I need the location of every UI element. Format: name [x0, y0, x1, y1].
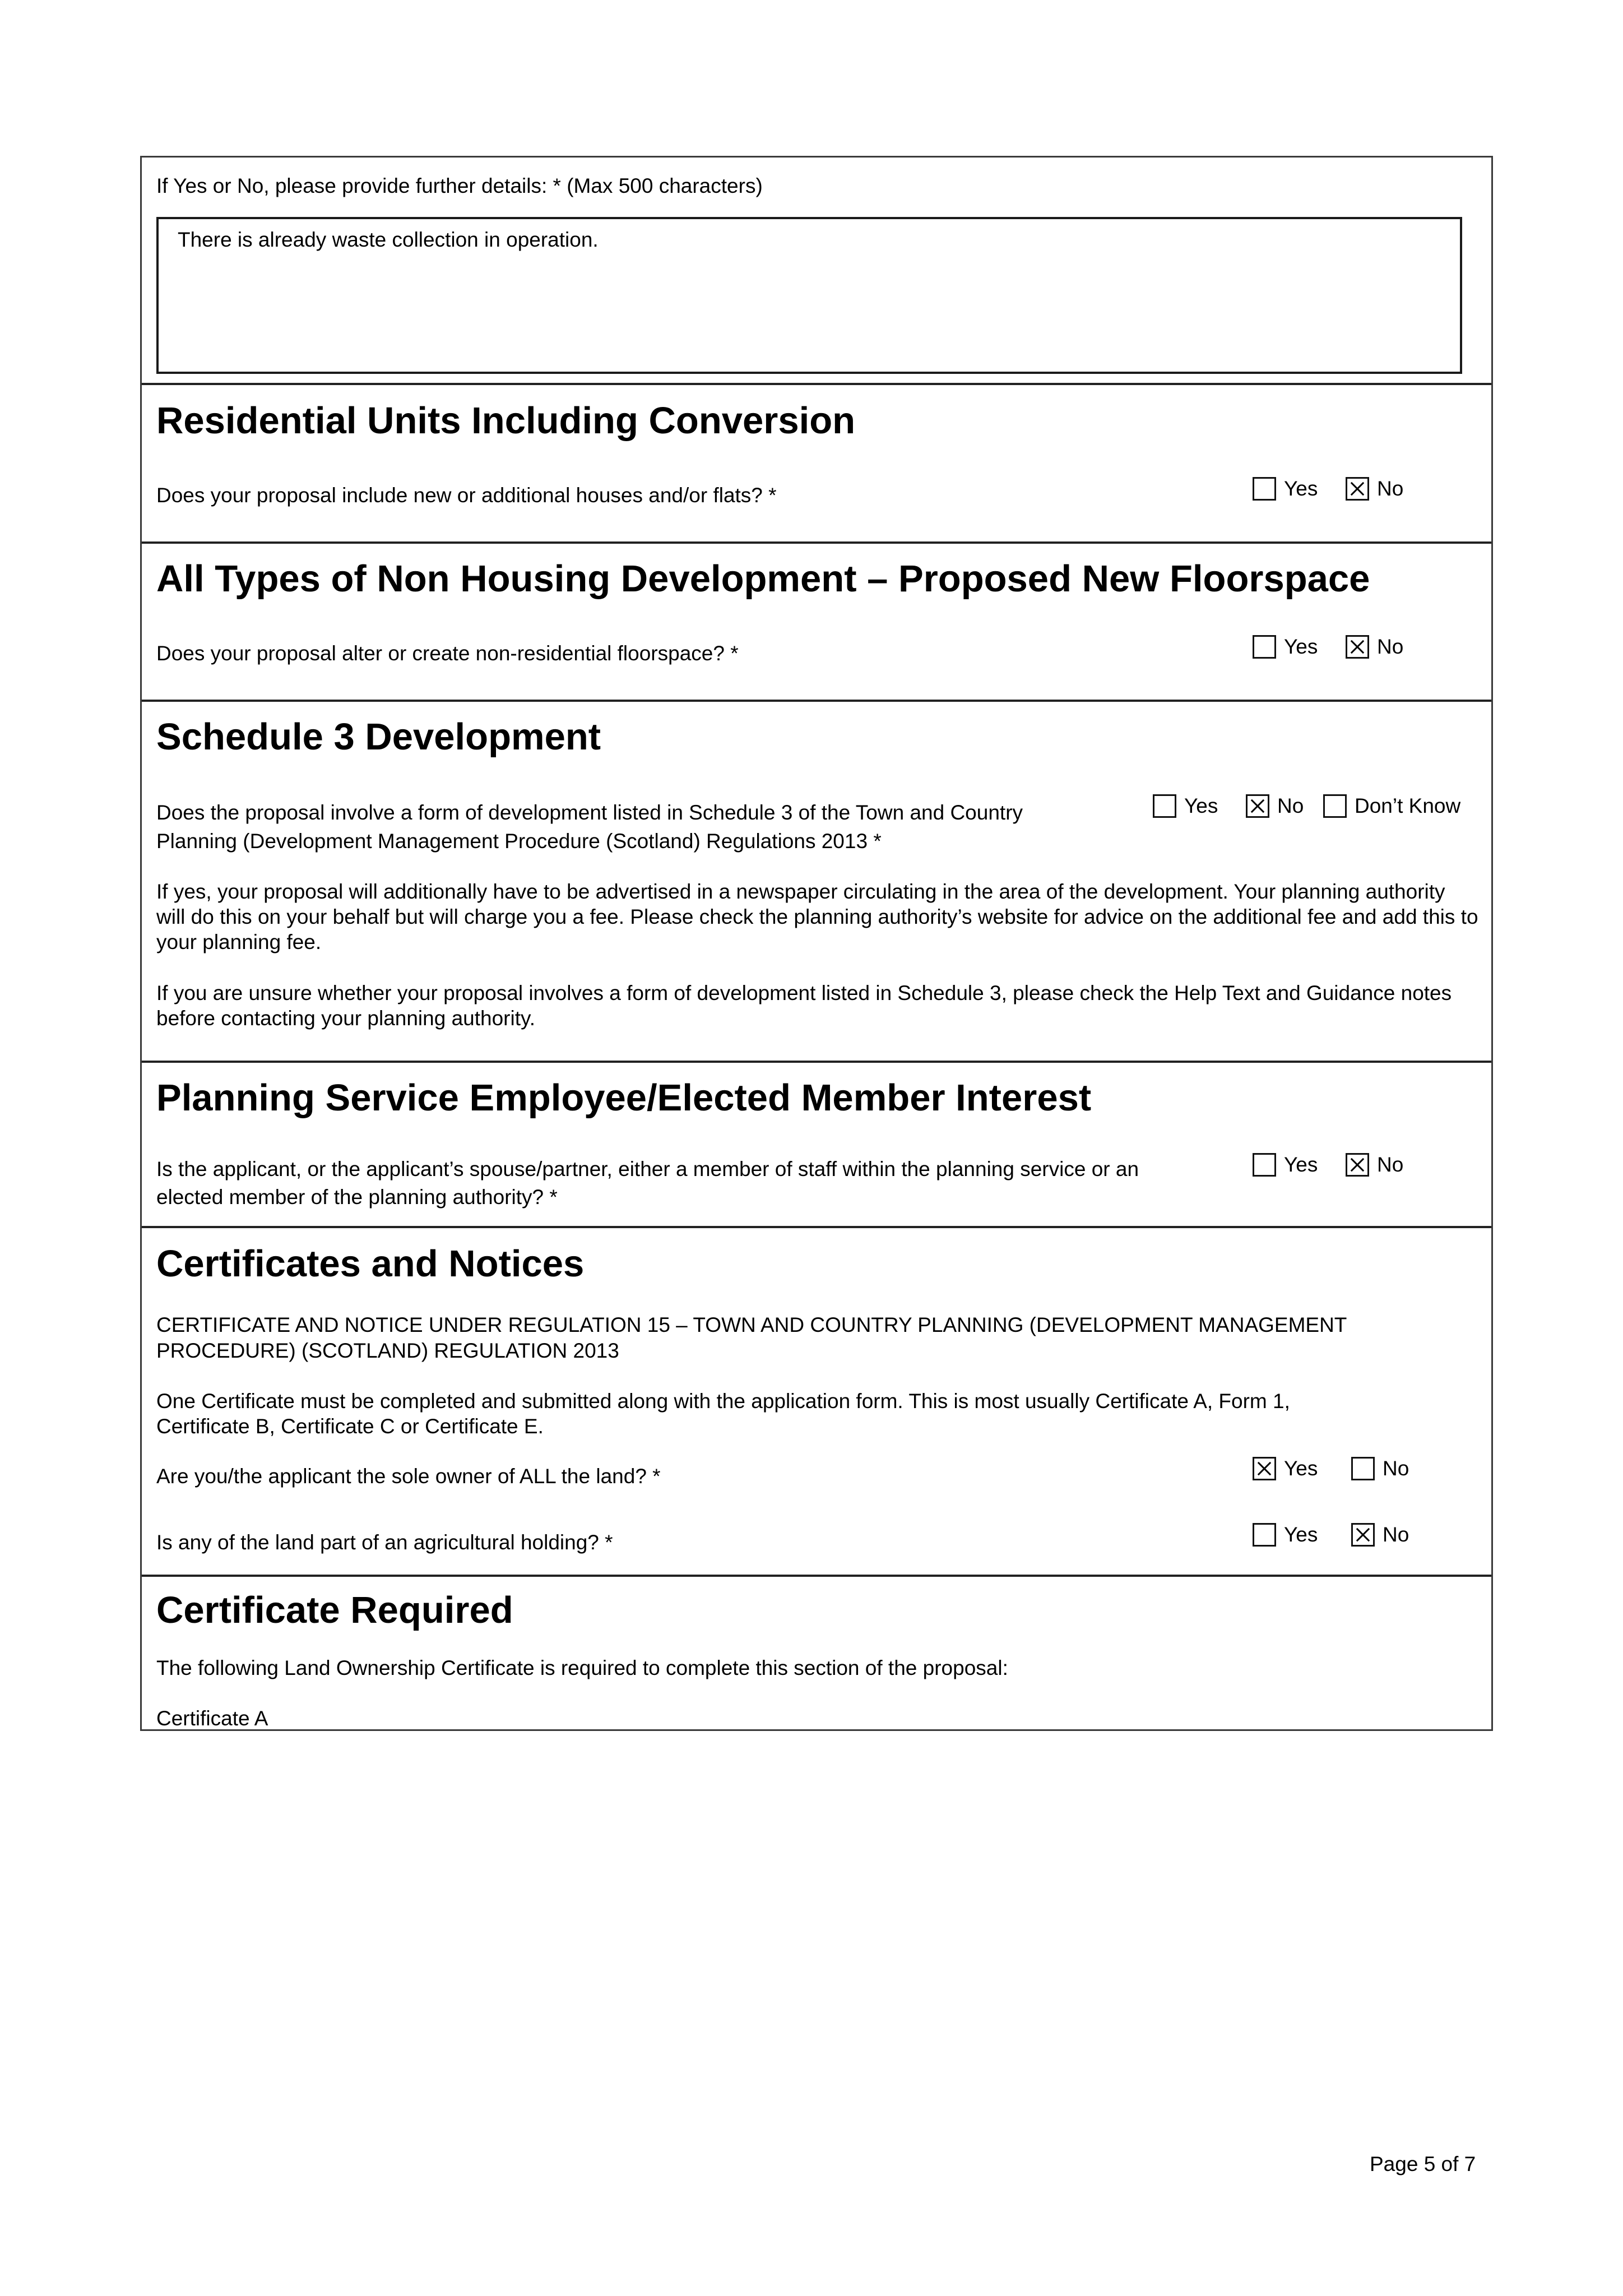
schedule3-dont-know-option[interactable]: [1323, 792, 1460, 820]
residential-no-label: No: [1377, 477, 1404, 500]
interest-no-option[interactable]: [1346, 1151, 1403, 1179]
residential-yes-option[interactable]: [1253, 475, 1318, 503]
section-divider: [142, 541, 1491, 544]
agricultural-no-label: No: [1383, 1523, 1409, 1546]
interest-no-label: No: [1377, 1153, 1404, 1176]
schedule3-note-advertising: If yes, your proposal will additionally have to be advertised in a newspaper circulating in the area of the development. Your planning authority will do this on your behalf but will charge you a fee. Please check the planning authority’s website for advice on the additional fee and add this to your planning fee.: [156, 880, 1478, 953]
certificates-heading: Certificates and Notices: [156, 1243, 585, 1285]
non-housing-no-option[interactable]: [1346, 633, 1403, 661]
agricultural-yes-checkbox[interactable]: [1253, 1523, 1276, 1547]
page-number: Page 5 of 7: [1370, 2152, 1476, 2175]
interest-yes-checkbox[interactable]: [1253, 1153, 1276, 1177]
non-housing-yes-option[interactable]: [1253, 633, 1318, 661]
residential-yes-label: Yes: [1284, 477, 1318, 500]
certificate-required-value: Certificate A: [156, 1707, 268, 1730]
schedule3-yes-option[interactable]: [1153, 792, 1218, 820]
section-divider: [142, 1226, 1491, 1228]
agricultural-yes-label: Yes: [1284, 1523, 1318, 1546]
sole-owner-question: Are you/the applicant the sole owner of ALL the land? *: [156, 1465, 661, 1488]
sole-owner-yes-option[interactable]: [1253, 1455, 1318, 1483]
certificates-instruction-line2: Certificate B, Certificate C or Certificate E.: [156, 1415, 544, 1438]
agricultural-no-option[interactable]: [1351, 1521, 1409, 1549]
non-housing-no-label: No: [1377, 635, 1404, 658]
schedule3-no-checkbox[interactable]: [1246, 794, 1269, 818]
details-label: If Yes or No, please provide further details: * (Max 500 characters): [156, 174, 763, 197]
schedule3-no-option[interactable]: [1246, 792, 1304, 820]
agricultural-question: Is any of the land part of an agricultural holding? *: [156, 1531, 613, 1554]
residential-yes-checkbox[interactable]: [1253, 477, 1276, 501]
sole-owner-yes-label: Yes: [1284, 1457, 1318, 1480]
schedule3-dont-know-label: Don’t Know: [1355, 794, 1461, 817]
residential-no-option[interactable]: [1346, 475, 1403, 503]
residential-no-checkbox[interactable]: [1346, 477, 1369, 501]
agricultural-no-checkbox[interactable]: [1351, 1523, 1375, 1547]
schedule3-note-guidance: If you are unsure whether your proposal involves a form of development listed in Schedule 3, please check the Help Text and Guidance notes before contacting your planning authority.: [156, 982, 1452, 1030]
sole-owner-no-option[interactable]: [1351, 1455, 1409, 1483]
schedule3-question-line2: Planning (Development Management Procedure (Scotland) Regulations 2013 *: [156, 830, 882, 853]
schedule3-yes-label: Yes: [1184, 794, 1218, 817]
agricultural-yes-option[interactable]: [1253, 1521, 1318, 1549]
certificates-regulation-line2: PROCEDURE) (SCOTLAND) REGULATION 2013: [156, 1339, 619, 1362]
non-housing-yes-checkbox[interactable]: [1253, 635, 1276, 659]
schedule3-dont-know-checkbox[interactable]: [1323, 794, 1347, 818]
section-divider: [142, 700, 1491, 702]
sole-owner-no-checkbox[interactable]: [1351, 1457, 1375, 1480]
sole-owner-yes-checkbox[interactable]: [1253, 1457, 1276, 1480]
certificate-required-text: The following Land Ownership Certificate is required to complete this section of the proposal:: [156, 1656, 1008, 1679]
residential-question: Does your proposal include new or additional houses and/or flats? *: [156, 484, 777, 507]
certificate-required-heading: Certificate Required: [156, 1589, 513, 1631]
section-divider: [142, 1061, 1491, 1063]
interest-question-line2: elected member of the planning authority? *: [156, 1186, 558, 1209]
residential-heading: Residential Units Including Conversion: [156, 400, 856, 442]
details-textarea[interactable]: [156, 217, 1462, 374]
interest-yes-label: Yes: [1284, 1153, 1318, 1176]
non-housing-no-checkbox[interactable]: [1346, 635, 1369, 659]
schedule3-yes-checkbox[interactable]: [1153, 794, 1176, 818]
interest-heading: Planning Service Employee/Elected Member Interest: [156, 1077, 1092, 1119]
schedule3-question-line1: Does the proposal involve a form of development listed in Schedule 3 of the Town and Country: [156, 801, 1023, 824]
application-form: [140, 156, 1493, 1731]
certificates-regulation-line1: CERTIFICATE AND NOTICE UNDER REGULATION 15 – TOWN AND COUNTRY PLANNING (DEVELOPMENT MANAGEMENT: [156, 1313, 1347, 1336]
non-housing-question: Does your proposal alter or create non-residential floorspace? *: [156, 642, 739, 665]
sole-owner-no-label: No: [1383, 1457, 1409, 1480]
details-value: There is already waste collection in operation.: [178, 228, 599, 251]
section-divider: [142, 1575, 1491, 1577]
schedule3-no-label: No: [1277, 794, 1304, 817]
certificates-instruction-line1: One Certificate must be completed and submitted along with the application form. This is most usually Certificate A, Form 1,: [156, 1390, 1290, 1413]
section-divider: [142, 383, 1491, 385]
schedule3-heading: Schedule 3 Development: [156, 716, 601, 758]
interest-no-checkbox[interactable]: [1346, 1153, 1369, 1177]
non-housing-yes-label: Yes: [1284, 635, 1318, 658]
interest-question-line1: Is the applicant, or the applicant’s spouse/partner, either a member of staff within the planning service or an: [156, 1158, 1139, 1181]
non-housing-heading: All Types of Non Housing Development – Proposed New Floorspace: [156, 558, 1370, 600]
interest-yes-option[interactable]: [1253, 1151, 1318, 1179]
